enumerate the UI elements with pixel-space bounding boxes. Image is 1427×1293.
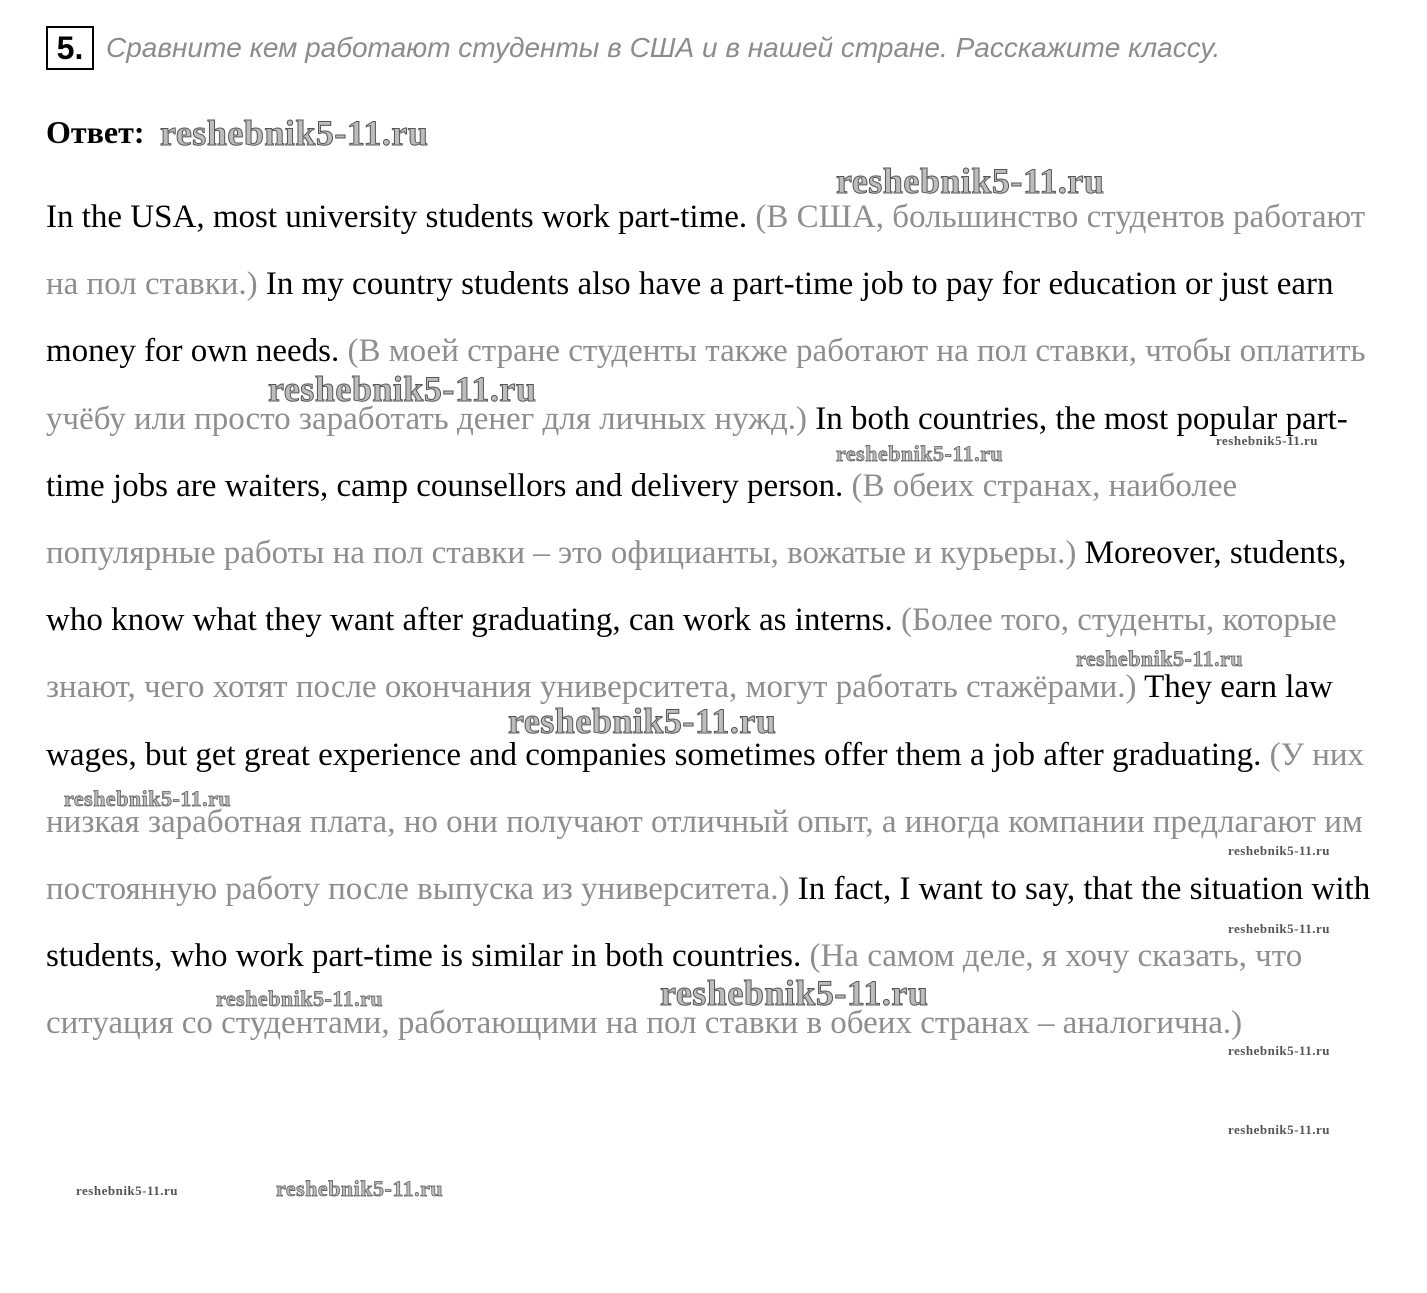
sentence-ru-5: (У них низкая заработная плата, но они получают отличный опыт, а иногда компании предлагают им постоянную работу после выпуска из университета.) bbox=[46, 736, 1365, 908]
watermark-text: reshebnik5-11.ru bbox=[160, 113, 429, 153]
task-header bbox=[46, 24, 1220, 72]
sentence-en-6: In fact, I want to say, that the situation with students, who work part-time is similar in both countries. bbox=[46, 871, 1371, 975]
sentence-ru-2: (В моей стране студенты также работают на пол ставки, чтобы оплатить учёбу или просто заработать денег для личных нужд.) bbox=[46, 333, 1366, 437]
watermark-text: reshebnik5-11.ru bbox=[76, 1183, 179, 1198]
watermark-text: reshebnik5-11.ru bbox=[268, 369, 537, 409]
watermark-text: reshebnik5-11.ru bbox=[1216, 433, 1319, 448]
watermark-text: reshebnik5-11.ru bbox=[1228, 843, 1331, 858]
sentence-ru-6: (На самом деле, я хочу сказать, что ситуация со студентами, работающими на пол ставки в обеих странах – аналогична.) bbox=[46, 938, 1303, 1042]
watermark-text: reshebnik5-11.ru bbox=[64, 786, 232, 811]
sentence-ru-3: (В обеих странах, наиболее популярные работы на пол ставки – это официанты, вожатые и курьеры.) bbox=[46, 467, 1238, 572]
sentence-en-1: In the USA, most university students work part-time. bbox=[46, 199, 756, 235]
task-number: 5. bbox=[46, 26, 94, 70]
watermark-text: reshebnik5-11.ru bbox=[276, 1176, 444, 1201]
watermark-text: reshebnik5-11.ru bbox=[1228, 1043, 1331, 1058]
watermark-text: reshebnik5-11.ru bbox=[660, 973, 929, 1013]
sentence-en-2: In my country students also have a part-time job to pay for education or just earn money for own needs. bbox=[46, 266, 1334, 370]
task-instruction: Сравните кем работают студенты в США и в нашей стране. Расскажите классу. bbox=[106, 32, 1221, 63]
watermark-text: reshebnik5-11.ru bbox=[1076, 646, 1244, 671]
watermark-text: reshebnik5-11.ru bbox=[1228, 1122, 1331, 1137]
sentence-en-3: In both countries, the most popular part-time jobs are waiters, camp counsellors and delivery person. bbox=[46, 400, 1348, 504]
answer-label: Ответ: bbox=[46, 114, 145, 150]
sentence-en-4: Moreover, students, who know what they want after graduating, can work as interns. bbox=[46, 535, 1347, 639]
answer-text bbox=[46, 184, 1396, 1058]
watermark-text: reshebnik5-11.ru bbox=[216, 986, 384, 1011]
sentence-ru-1: (В США, большинство студентов работают на пол ставки.) bbox=[46, 199, 1366, 303]
watermark-text: reshebnik5-11.ru bbox=[836, 441, 1004, 466]
sentence-ru-4: (Более того, студенты, которые знают, чего хотят после окончания университета, могут работать стажёрами.) bbox=[46, 602, 1337, 706]
watermark-text: reshebnik5-11.ru bbox=[836, 161, 1105, 201]
watermark-text: reshebnik5-11.ru bbox=[508, 701, 777, 741]
sentence-en-5: They earn law wages, but get great experience and companies sometimes offer them a job after graduating. bbox=[46, 669, 1333, 773]
watermark-text: reshebnik5-11.ru bbox=[1228, 921, 1331, 936]
